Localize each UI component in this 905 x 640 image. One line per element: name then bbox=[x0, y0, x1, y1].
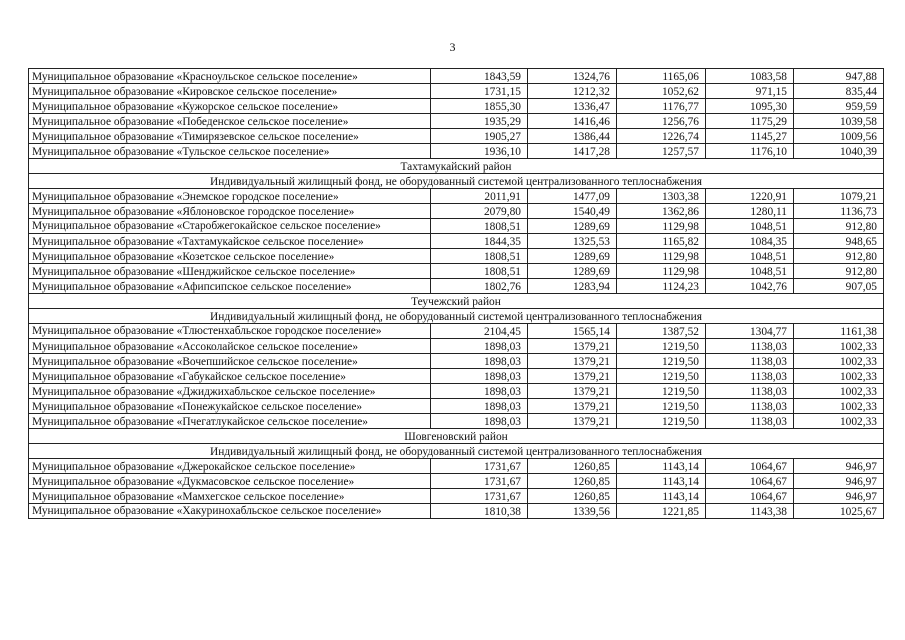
value-cell: 1802,76 bbox=[431, 279, 528, 294]
section-header-row bbox=[29, 159, 884, 174]
value-cell: 1898,03 bbox=[431, 339, 528, 354]
value-cell: 1565,14 bbox=[528, 324, 617, 339]
value-cell: 1379,21 bbox=[528, 369, 617, 384]
value-cell: 1002,33 bbox=[794, 354, 884, 369]
municipality-name: Муниципальное образование «Мамхегское сельское поселение» bbox=[29, 489, 431, 504]
table-row bbox=[29, 279, 884, 294]
value-cell: 1339,56 bbox=[528, 504, 617, 519]
value-cell: 1256,76 bbox=[617, 114, 706, 129]
value-cell: 1731,15 bbox=[431, 84, 528, 99]
municipality-name: Муниципальное образование «Старобжегокайское сельское поселение» bbox=[29, 219, 431, 234]
value-cell: 1416,46 bbox=[528, 114, 617, 129]
table-row bbox=[29, 489, 884, 504]
value-cell: 1138,03 bbox=[706, 399, 794, 414]
municipality-name: Муниципальное образование «Тлюстенхабльское городское поселение» bbox=[29, 324, 431, 339]
municipality-name: Муниципальное образование «Тимирязевское сельское поселение» bbox=[29, 129, 431, 144]
value-cell: 1048,51 bbox=[706, 264, 794, 279]
value-cell: 912,80 bbox=[794, 264, 884, 279]
value-cell: 1379,21 bbox=[528, 354, 617, 369]
value-cell: 1219,50 bbox=[617, 384, 706, 399]
municipality-name: Муниципальное образование «Джиджихабльское сельское поселение» bbox=[29, 384, 431, 399]
value-cell: 1143,14 bbox=[617, 459, 706, 474]
value-cell: 1083,58 bbox=[706, 69, 794, 84]
municipality-name: Муниципальное образование «Козетское сельское поселение» bbox=[29, 249, 431, 264]
value-cell: 912,80 bbox=[794, 249, 884, 264]
value-cell: 1002,33 bbox=[794, 414, 884, 429]
value-cell: 1138,03 bbox=[706, 354, 794, 369]
municipality-name: Муниципальное образование «Джерокайское сельское поселение» bbox=[29, 459, 431, 474]
value-cell: 1808,51 bbox=[431, 249, 528, 264]
value-cell: 1935,29 bbox=[431, 114, 528, 129]
section-header-row bbox=[29, 174, 884, 189]
value-cell: 947,88 bbox=[794, 69, 884, 84]
value-cell: 1143,14 bbox=[617, 474, 706, 489]
value-cell: 1002,33 bbox=[794, 384, 884, 399]
municipality-name: Муниципальное образование «Дукмасовское сельское поселение» bbox=[29, 474, 431, 489]
value-cell: 1165,06 bbox=[617, 69, 706, 84]
value-cell: 959,59 bbox=[794, 99, 884, 114]
value-cell: 1064,67 bbox=[706, 474, 794, 489]
value-cell: 1042,76 bbox=[706, 279, 794, 294]
value-cell: 1009,56 bbox=[794, 129, 884, 144]
municipality-name: Муниципальное образование «Ассоколайское сельское поселение» bbox=[29, 339, 431, 354]
section-header: Шовгеновский район bbox=[29, 429, 884, 444]
page-number: 3 bbox=[449, 40, 456, 54]
value-cell: 1064,67 bbox=[706, 489, 794, 504]
value-cell: 1002,33 bbox=[794, 369, 884, 384]
value-cell: 1855,30 bbox=[431, 99, 528, 114]
value-cell: 835,44 bbox=[794, 84, 884, 99]
value-cell: 1731,67 bbox=[431, 489, 528, 504]
value-cell: 1283,94 bbox=[528, 279, 617, 294]
value-cell: 1304,77 bbox=[706, 324, 794, 339]
value-cell: 946,97 bbox=[794, 459, 884, 474]
municipality-name: Муниципальное образование «Победенское сельское поселение» bbox=[29, 114, 431, 129]
value-cell: 1289,69 bbox=[528, 219, 617, 234]
section-header-row bbox=[29, 309, 884, 324]
value-cell: 1260,85 bbox=[528, 489, 617, 504]
value-cell: 1379,21 bbox=[528, 384, 617, 399]
table-row bbox=[29, 84, 884, 99]
value-cell: 1143,14 bbox=[617, 489, 706, 504]
section-header-row bbox=[29, 294, 884, 309]
table-row bbox=[29, 264, 884, 279]
value-cell: 1084,35 bbox=[706, 234, 794, 249]
value-cell: 1124,23 bbox=[617, 279, 706, 294]
section-header: Индивидуальный жилищный фонд, не оборудованный системой централизованного теплоснабжения bbox=[29, 444, 884, 459]
municipality-name: Муниципальное образование «Кировское сельское поселение» bbox=[29, 84, 431, 99]
value-cell: 1025,67 bbox=[794, 504, 884, 519]
tariff-table bbox=[28, 68, 884, 519]
value-cell: 1219,50 bbox=[617, 399, 706, 414]
table-row bbox=[29, 474, 884, 489]
value-cell: 1386,44 bbox=[528, 129, 617, 144]
value-cell: 1362,86 bbox=[617, 204, 706, 219]
value-cell: 1257,57 bbox=[617, 144, 706, 159]
value-cell: 1417,28 bbox=[528, 144, 617, 159]
municipality-name: Муниципальное образование «Красноульское сельское поселение» bbox=[29, 69, 431, 84]
value-cell: 1040,39 bbox=[794, 144, 884, 159]
municipality-name: Муниципальное образование «Вочепшийское сельское поселение» bbox=[29, 354, 431, 369]
table-row bbox=[29, 459, 884, 474]
section-header: Индивидуальный жилищный фонд, не оборудованный системой централизованного теплоснабжения bbox=[29, 174, 884, 189]
value-cell: 971,15 bbox=[706, 84, 794, 99]
value-cell: 1095,30 bbox=[706, 99, 794, 114]
municipality-name: Муниципальное образование «Яблоновское городское поселение» bbox=[29, 204, 431, 219]
value-cell: 1260,85 bbox=[528, 474, 617, 489]
value-cell: 1324,76 bbox=[528, 69, 617, 84]
table-row bbox=[29, 114, 884, 129]
value-cell: 2011,91 bbox=[431, 189, 528, 204]
table-row bbox=[29, 504, 884, 519]
value-cell: 1064,67 bbox=[706, 459, 794, 474]
table-row bbox=[29, 354, 884, 369]
table-row bbox=[29, 189, 884, 204]
section-header-row bbox=[29, 429, 884, 444]
table-row bbox=[29, 324, 884, 339]
municipality-name: Муниципальное образование «Тульское сельское поселение» bbox=[29, 144, 431, 159]
value-cell: 912,80 bbox=[794, 219, 884, 234]
value-cell: 1220,91 bbox=[706, 189, 794, 204]
tariff-table-body bbox=[29, 69, 884, 519]
municipality-name: Муниципальное образование «Понежукайское сельское поселение» bbox=[29, 399, 431, 414]
value-cell: 1226,74 bbox=[617, 129, 706, 144]
value-cell: 1219,50 bbox=[617, 339, 706, 354]
value-cell: 1079,21 bbox=[794, 189, 884, 204]
value-cell: 1219,50 bbox=[617, 354, 706, 369]
value-cell: 2079,80 bbox=[431, 204, 528, 219]
table-row bbox=[29, 144, 884, 159]
value-cell: 1731,67 bbox=[431, 474, 528, 489]
value-cell: 1138,03 bbox=[706, 369, 794, 384]
value-cell: 1898,03 bbox=[431, 384, 528, 399]
value-cell: 1808,51 bbox=[431, 264, 528, 279]
value-cell: 1052,62 bbox=[617, 84, 706, 99]
table-row bbox=[29, 384, 884, 399]
section-header: Индивидуальный жилищный фонд, не оборудованный системой централизованного теплоснабжения bbox=[29, 309, 884, 324]
value-cell: 1898,03 bbox=[431, 354, 528, 369]
value-cell: 1280,11 bbox=[706, 204, 794, 219]
table-row bbox=[29, 339, 884, 354]
municipality-name: Муниципальное образование «Габукайское сельское поселение» bbox=[29, 369, 431, 384]
value-cell: 1145,27 bbox=[706, 129, 794, 144]
municipality-name: Муниципальное образование «Афипсипское сельское поселение» bbox=[29, 279, 431, 294]
value-cell: 946,97 bbox=[794, 489, 884, 504]
value-cell: 1219,50 bbox=[617, 369, 706, 384]
value-cell: 1176,77 bbox=[617, 99, 706, 114]
value-cell: 1048,51 bbox=[706, 219, 794, 234]
value-cell: 1379,21 bbox=[528, 399, 617, 414]
value-cell: 1289,69 bbox=[528, 249, 617, 264]
value-cell: 1212,32 bbox=[528, 84, 617, 99]
table-row bbox=[29, 69, 884, 84]
table-row bbox=[29, 369, 884, 384]
value-cell: 1136,73 bbox=[794, 204, 884, 219]
value-cell: 1379,21 bbox=[528, 414, 617, 429]
value-cell: 1336,47 bbox=[528, 99, 617, 114]
value-cell: 1843,59 bbox=[431, 69, 528, 84]
municipality-name: Муниципальное образование «Пчегатлукайское сельское поселение» bbox=[29, 414, 431, 429]
value-cell: 948,65 bbox=[794, 234, 884, 249]
value-cell: 1129,98 bbox=[617, 264, 706, 279]
value-cell: 946,97 bbox=[794, 474, 884, 489]
municipality-name: Муниципальное образование «Шенджийское сельское поселение» bbox=[29, 264, 431, 279]
table-row bbox=[29, 249, 884, 264]
value-cell: 1260,85 bbox=[528, 459, 617, 474]
value-cell: 1325,53 bbox=[528, 234, 617, 249]
value-cell: 1048,51 bbox=[706, 249, 794, 264]
table-row bbox=[29, 219, 884, 234]
value-cell: 1387,52 bbox=[617, 324, 706, 339]
section-header: Теучежский район bbox=[29, 294, 884, 309]
value-cell: 1898,03 bbox=[431, 399, 528, 414]
section-header: Тахтамукайский район bbox=[29, 159, 884, 174]
value-cell: 1936,10 bbox=[431, 144, 528, 159]
value-cell: 1175,29 bbox=[706, 114, 794, 129]
table-row bbox=[29, 414, 884, 429]
value-cell: 1731,67 bbox=[431, 459, 528, 474]
value-cell: 1219,50 bbox=[617, 414, 706, 429]
value-cell: 1905,27 bbox=[431, 129, 528, 144]
table-row bbox=[29, 399, 884, 414]
value-cell: 1810,38 bbox=[431, 504, 528, 519]
municipality-name: Муниципальное образование «Хакуринохабльское сельское поселение» bbox=[29, 504, 431, 519]
value-cell: 1138,03 bbox=[706, 339, 794, 354]
municipality-name: Муниципальное образование «Кужорское сельское поселение» bbox=[29, 99, 431, 114]
table-row bbox=[29, 99, 884, 114]
value-cell: 1039,58 bbox=[794, 114, 884, 129]
value-cell: 1161,38 bbox=[794, 324, 884, 339]
value-cell: 1165,82 bbox=[617, 234, 706, 249]
municipality-name: Муниципальное образование «Энемское городское поселение» bbox=[29, 189, 431, 204]
value-cell: 1379,21 bbox=[528, 339, 617, 354]
section-header-row bbox=[29, 444, 884, 459]
value-cell: 1477,09 bbox=[528, 189, 617, 204]
value-cell: 1129,98 bbox=[617, 249, 706, 264]
value-cell: 1289,69 bbox=[528, 264, 617, 279]
value-cell: 1808,51 bbox=[431, 219, 528, 234]
value-cell: 1002,33 bbox=[794, 399, 884, 414]
value-cell: 1138,03 bbox=[706, 414, 794, 429]
value-cell: 1898,03 bbox=[431, 369, 528, 384]
value-cell: 1143,38 bbox=[706, 504, 794, 519]
value-cell: 1176,10 bbox=[706, 144, 794, 159]
value-cell: 2104,45 bbox=[431, 324, 528, 339]
value-cell: 1303,38 bbox=[617, 189, 706, 204]
table-row bbox=[29, 234, 884, 249]
table-row bbox=[29, 129, 884, 144]
value-cell: 1138,03 bbox=[706, 384, 794, 399]
value-cell: 1002,33 bbox=[794, 339, 884, 354]
value-cell: 1221,85 bbox=[617, 504, 706, 519]
value-cell: 1844,35 bbox=[431, 234, 528, 249]
value-cell: 907,05 bbox=[794, 279, 884, 294]
municipality-name: Муниципальное образование «Тахтамукайское сельское поселение» bbox=[29, 234, 431, 249]
value-cell: 1898,03 bbox=[431, 414, 528, 429]
value-cell: 1540,49 bbox=[528, 204, 617, 219]
table-row bbox=[29, 204, 884, 219]
value-cell: 1129,98 bbox=[617, 219, 706, 234]
